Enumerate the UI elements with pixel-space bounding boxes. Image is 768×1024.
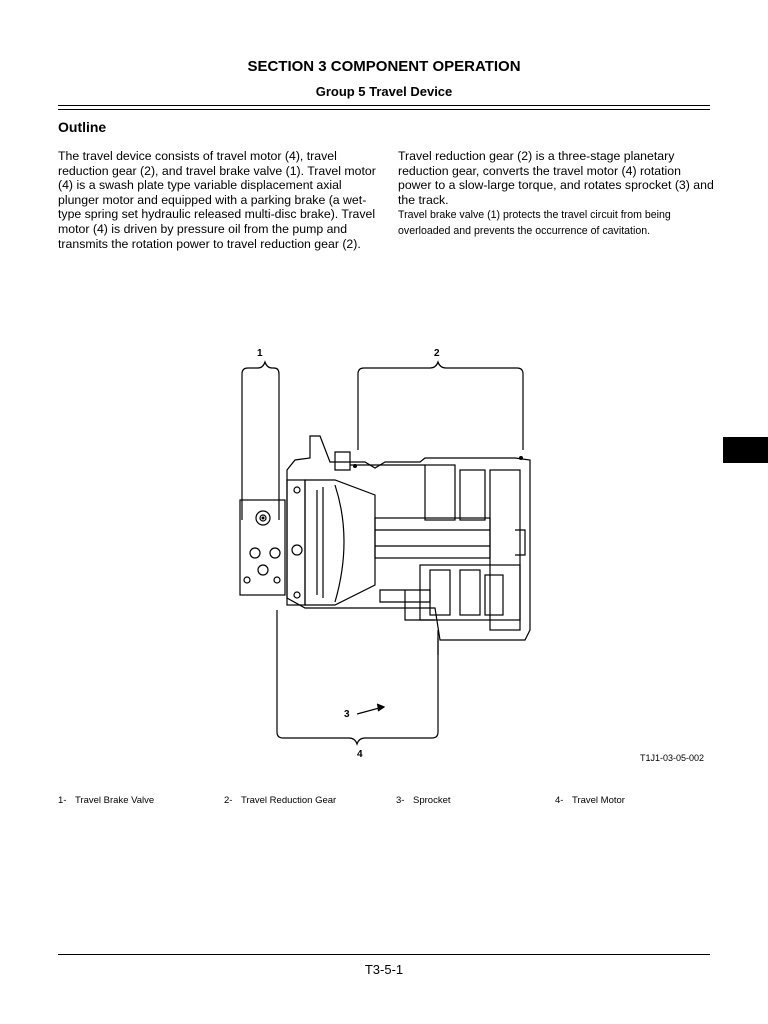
section-title: SECTION 3 COMPONENT OPERATION xyxy=(247,58,521,75)
bracket-2 xyxy=(358,362,523,450)
legend-num: 4- xyxy=(555,795,564,806)
legend-label: Travel Reduction Gear xyxy=(241,795,337,806)
legend-item-1 xyxy=(58,795,154,806)
header-rule-lower xyxy=(58,109,710,110)
legend-label: Travel Brake Valve xyxy=(75,795,155,806)
page-number: T3-5-1 xyxy=(364,962,404,977)
outline-left-paragraph: The travel device consists of travel motor (4), travel reduction gear (2), and travel brake valve (1). Travel motor (4) is a swash plate type variable displacement axial plunger motor and equipped with a parking brake (a wet-type spring set hydraulic released multi-disc brake). Travel motor (4) is driven by pressure oil from the pump and transmits the rotation power to travel reduction gear (2). xyxy=(58,149,376,251)
legend-num: 2- xyxy=(224,795,233,806)
outline-right-paragraph: Travel reduction gear (2) is a three-stage planetary reduction gear, converts the travel motor (4) rotation power to a slow-large torque, and rotates sprocket (3) and the track. xyxy=(398,149,714,207)
figure-id: T1J1-03-05-002 xyxy=(640,753,705,763)
outline-heading: Outline xyxy=(58,119,107,135)
legend-num: 3- xyxy=(396,795,405,806)
legend-label: Sprocket xyxy=(413,795,451,806)
callout-3: 3 xyxy=(344,709,350,720)
callout-2: 2 xyxy=(434,348,440,359)
outline-right-column xyxy=(398,149,716,239)
legend-label: Travel Motor xyxy=(572,795,625,806)
callout-1: 1 xyxy=(257,348,263,359)
legend-item-3 xyxy=(396,795,451,806)
legend-item-2 xyxy=(224,795,336,806)
footer-rule xyxy=(58,954,710,955)
legend-num: 1- xyxy=(58,795,67,806)
outline-right-note: Travel brake valve (1) protects the travel circuit from being overloaded and prevents the occurrence of cavitation. xyxy=(398,209,671,238)
legend-item-4 xyxy=(555,795,625,806)
travel-device-diagram xyxy=(225,340,555,765)
bracket-4 xyxy=(277,610,438,744)
callout-4: 4 xyxy=(357,749,363,760)
group-title: Group 5 Travel Device xyxy=(315,84,453,99)
header-rule-upper xyxy=(58,105,710,106)
bracket-1 xyxy=(242,362,279,520)
section-tab-marker xyxy=(723,437,768,463)
